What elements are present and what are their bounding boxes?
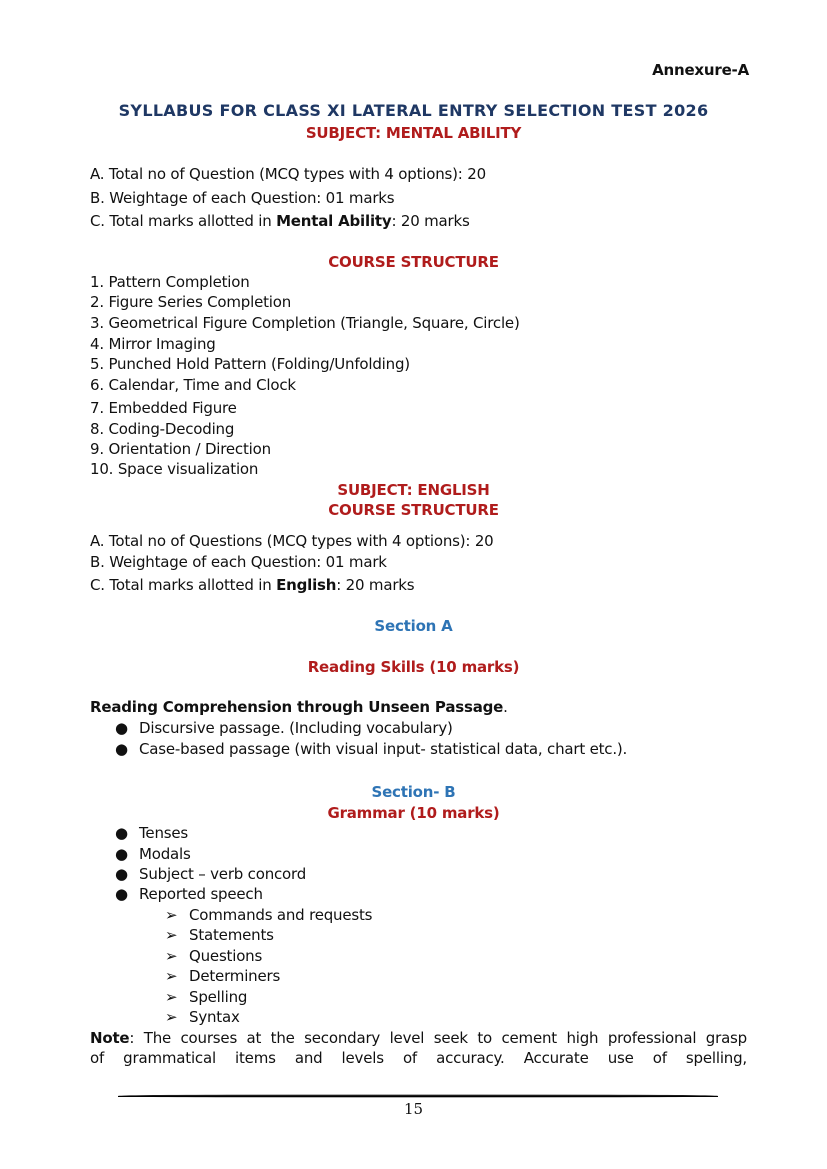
- section-a-heading: Section A: [374, 617, 453, 635]
- list-item: 1. Pattern Completion: [90, 273, 250, 291]
- text: Tenses: [139, 824, 189, 842]
- mental-total-questions: A. Total no of Question (MCQ types with 4 options): 20: [90, 165, 486, 183]
- text: Case-based passage (with visual input- statistical data, chart etc.).: [139, 740, 628, 758]
- list-item: 6. Calendar, Time and Clock: [90, 376, 296, 394]
- list-item: [165, 946, 263, 966]
- bullet-icon: ●: [115, 824, 128, 842]
- text: Modals: [139, 845, 191, 863]
- list-item: [165, 905, 373, 925]
- arrow-bullet-icon: ➢: [165, 947, 178, 965]
- bullet-icon: ●: [115, 865, 128, 883]
- text: .: [503, 698, 508, 716]
- text: C. Total marks allotted in: [90, 576, 277, 594]
- page-title: SYLLABUS FOR CLASS XI LATERAL ENTRY SELECTION TEST 2026: [118, 101, 709, 120]
- list-item: 8. Coding-Decoding: [90, 420, 235, 438]
- list-item: 10. Space visualization: [90, 460, 259, 478]
- text: : The courses at the secondary level seek to cement high professional grasp: [129, 1029, 747, 1047]
- list-item: [115, 884, 263, 904]
- text: Spelling: [189, 988, 248, 1006]
- course-structure-heading: COURSE STRUCTURE: [328, 501, 499, 519]
- page-number: 15: [403, 1100, 424, 1118]
- arrow-bullet-icon: ➢: [165, 967, 178, 985]
- arrow-bullet-icon: ➢: [165, 906, 178, 924]
- list-item: [165, 966, 281, 986]
- note-label: Note: [90, 1029, 130, 1047]
- bullet-icon: ●: [115, 885, 128, 903]
- list-item: [165, 987, 248, 1007]
- english-weightage: B. Weightage of each Question: 01 mark: [90, 553, 387, 571]
- text: Syntax: [189, 1008, 240, 1026]
- bullet-icon: ●: [115, 740, 128, 758]
- note-paragraph-line: of grammatical items and levels of accuracy. Accurate use of spelling,: [90, 1049, 747, 1067]
- subject-mental-ability: SUBJECT: MENTAL ABILITY: [305, 124, 522, 142]
- arrow-bullet-icon: ➢: [165, 1008, 178, 1026]
- note-paragraph-line: [90, 1028, 747, 1048]
- bold-text: Mental Ability: [276, 212, 392, 230]
- list-item: [115, 864, 307, 884]
- mental-weightage: B. Weightage of each Question: 01 marks: [90, 189, 395, 207]
- text: Statements: [189, 926, 274, 944]
- section-b-heading: Section- B: [371, 783, 456, 801]
- arrow-bullet-icon: ➢: [165, 988, 178, 1006]
- text: : 20 marks: [336, 576, 415, 594]
- text: Reading Comprehension through Unseen Passage: [90, 698, 504, 716]
- text: Subject – verb concord: [139, 865, 307, 883]
- bullet-icon: ●: [115, 719, 128, 737]
- footer-divider-line: [118, 1096, 718, 1097]
- list-item: 3. Geometrical Figure Completion (Triangle, Square, Circle): [90, 314, 520, 332]
- reading-comprehension-title: [90, 697, 508, 717]
- grammar-heading: Grammar (10 marks): [327, 804, 500, 822]
- reading-skills-heading: Reading Skills (10 marks): [307, 658, 520, 676]
- bullet-icon: ●: [115, 845, 128, 863]
- list-item: [115, 718, 453, 738]
- arrow-bullet-icon: ➢: [165, 926, 178, 944]
- list-item: [115, 844, 191, 864]
- list-item: 5. Punched Hold Pattern (Folding/Unfolding): [90, 355, 410, 373]
- text: Commands and requests: [189, 906, 373, 924]
- list-item: 9. Orientation / Direction: [90, 440, 271, 458]
- english-total-marks: [90, 575, 414, 595]
- list-item: 4. Mirror Imaging: [90, 335, 216, 353]
- bold-text: English: [276, 576, 337, 594]
- list-item: [115, 739, 628, 759]
- subject-english: SUBJECT: ENGLISH: [337, 481, 490, 499]
- text: C. Total marks allotted in: [90, 212, 277, 230]
- text: Discursive passage. (Including vocabulary): [139, 719, 453, 737]
- mental-total-marks: [90, 211, 470, 231]
- english-total-questions: A. Total no of Questions (MCQ types with 4 options): 20: [90, 532, 494, 550]
- list-item: [165, 925, 274, 945]
- text: Determiners: [189, 967, 281, 985]
- text: : 20 marks: [391, 212, 470, 230]
- text: Questions: [189, 947, 263, 965]
- list-item: 7. Embedded Figure: [90, 399, 237, 417]
- course-structure-heading: COURSE STRUCTURE: [328, 253, 499, 271]
- annexure-label: Annexure-A: [652, 61, 749, 79]
- text: Reported speech: [139, 885, 263, 903]
- list-item: [165, 1007, 240, 1027]
- list-item: 2. Figure Series Completion: [90, 293, 292, 311]
- list-item: [115, 823, 189, 843]
